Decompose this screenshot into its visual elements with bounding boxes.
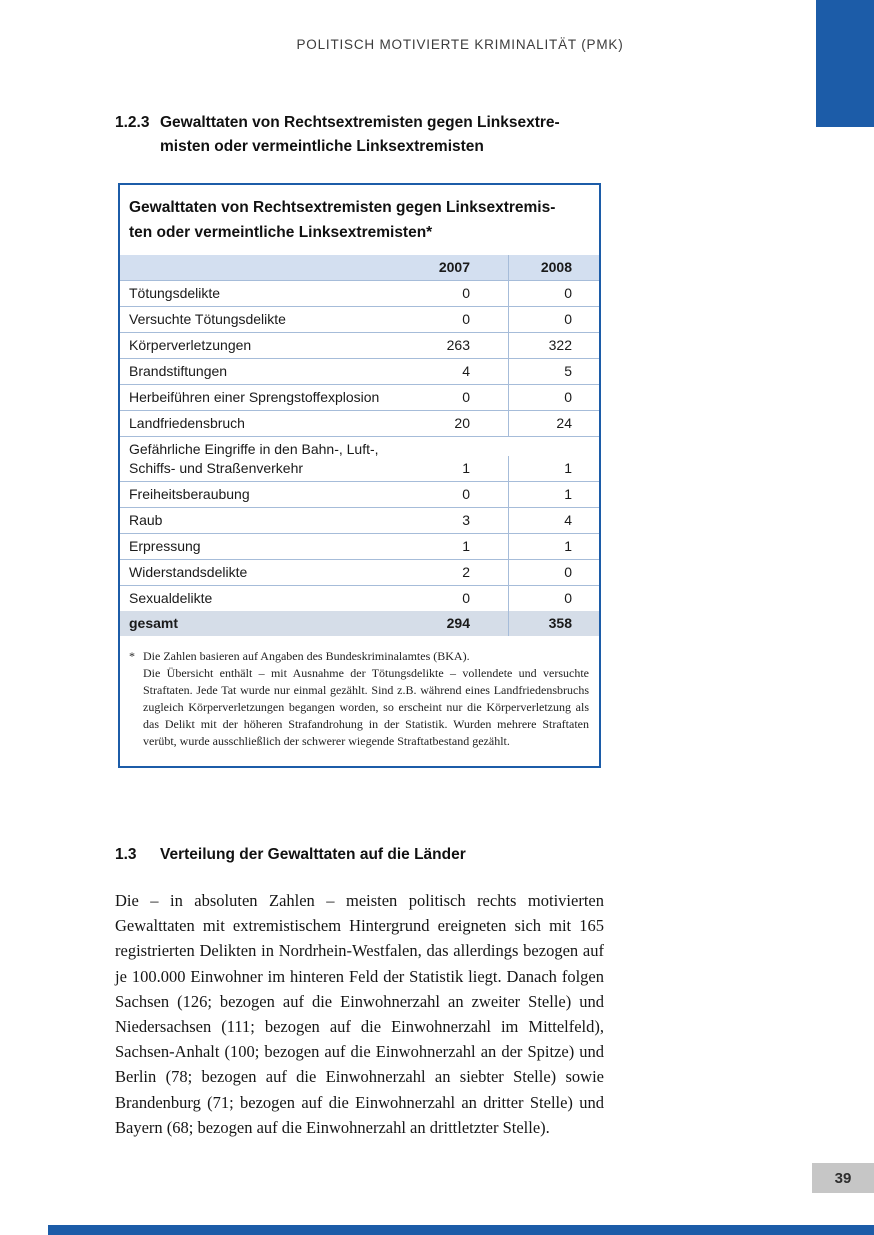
table-row (120, 359, 599, 385)
table-row (120, 560, 599, 586)
page-number: 39 (812, 1163, 874, 1193)
row-value-2007: 0 (462, 389, 470, 405)
row-value-2008: 1 (508, 456, 599, 481)
row-value-2008: 0 (508, 586, 599, 611)
column-header-empty (120, 255, 430, 280)
column-header-2008: 2008 (508, 255, 599, 280)
table-row (120, 482, 599, 508)
total-value-2007: 294 (446, 615, 470, 631)
row-value-2007: 0 (462, 486, 470, 502)
statistics-table (118, 183, 601, 768)
row-value-2007: 1 (462, 538, 470, 554)
table-footnote (129, 648, 589, 766)
row-value-2008: 24 (508, 411, 599, 436)
row-value-2008: 5 (508, 359, 599, 384)
column-header-2007: 2007 (438, 259, 470, 275)
row-value-2008: 1 (508, 534, 599, 559)
section-heading-1-2-3 (115, 111, 605, 159)
row-value-2007: 0 (462, 590, 470, 606)
row-value-2007: 4 (462, 363, 470, 379)
row-value-2008: 0 (508, 307, 599, 332)
table-row (120, 307, 599, 333)
footnote-marker: * (129, 649, 135, 663)
table-row (120, 411, 599, 437)
section-title-line2: misten oder vermeintliche Linksextremisten (160, 138, 484, 155)
table-row (120, 281, 599, 307)
footnote-body: Die Übersicht enthält – mit Ausnahme der Tötungsdelikte – vollendete und versuchte Straftaten. Jede Tat wurde nur einmal gezählt. Sind z.B. während eines Landfriedensbruchs zugleich Körperverletzungen begangen worden, so erscheint nur die Körperverletzung als das Delikt mit der höheren Strafandrohung in der Statistik. Wurden mehrere Straftaten verübt, wurde ausschließlich der schwerer wiegende Straftatbestand gezählt. (143, 666, 589, 748)
table-row (120, 333, 599, 359)
table-header-row (120, 255, 599, 281)
table-title-line2: ten oder vermeintliche Linksextremisten* (129, 224, 433, 241)
row-label: Raub (129, 512, 163, 528)
section-number: 1.2.3 (115, 114, 150, 131)
footer-accent-bar (48, 1225, 874, 1235)
section-title: Verteilung der Gewalttaten auf die Länder (160, 846, 466, 863)
row-label: Gefährliche Eingriffe in den Bahn-, Luft-, Schiffs- und Straßenverkehr (129, 441, 379, 476)
total-value-2008: 358 (508, 611, 599, 636)
corner-accent-block (816, 0, 874, 127)
section-heading-1-3 (115, 843, 605, 867)
row-value-2007: 1 (462, 460, 470, 476)
row-label: Sexualdelikte (129, 590, 213, 606)
row-value-2008: 0 (508, 281, 599, 306)
row-label: Herbeiführen einer Sprengstoffexplosion (129, 389, 380, 405)
body-paragraph: Die – in absoluten Zahlen – meisten politisch rechts motivierten Gewalttaten mit extremistischem Hintergrund ereigneten sich mit 165 registrierten Delikten in Nordrhein-Westfalen, das allerdings bezogen auf je 100.000 Einwohner im hinteren Feld der Statistik liegt. Danach folgen Sachsen (126; bezogen auf die Einwohnerzahl an zweiter Stelle) und Niedersachsen (111; bezogen auf die Einwohnerzahl im Mittelfeld), Sachsen-Anhalt (100; bezogen auf die Einwohnerzahl an der Spitze) und Berlin (78; bezogen auf die Einwohnerzahl an siebter Stelle) sowie Brandenburg (71; bezogen auf die Einwohnerzahl an dritter Stelle) und Bayern (68; bezogen auf die Einwohnerzahl an drittletzter Stelle). (115, 891, 604, 1137)
table-row (120, 586, 599, 611)
table-row (120, 437, 599, 482)
section-title (160, 111, 560, 159)
row-value-2008: 0 (508, 560, 599, 585)
table-row (120, 508, 599, 534)
footnote-line1: Die Zahlen basieren auf Angaben des Bundeskriminalamtes (BKA). (143, 649, 470, 663)
row-label: Tötungsdelikte (129, 285, 221, 301)
row-value-2007: 3 (462, 512, 470, 528)
total-label: gesamt (129, 615, 179, 631)
row-label: Erpressung (129, 538, 201, 554)
table-row (120, 385, 599, 411)
row-value-2008: 1 (508, 482, 599, 507)
row-value-2007: 2 (462, 564, 470, 580)
row-label: Versuchte Tötungsdelikte (129, 311, 286, 327)
table-title-line1: Gewalttaten von Rechtsextremisten gegen Linksextremis- (129, 199, 556, 216)
running-header: POLITISCH MOTIVIERTE KRIMINALITÄT (PMK) (296, 37, 624, 52)
row-value-2007: 0 (462, 311, 470, 327)
table-title (120, 185, 599, 255)
row-value-2008: 322 (508, 333, 599, 358)
row-label: Freiheitsberaubung (129, 486, 250, 502)
row-value-2007: 20 (454, 415, 470, 431)
table-body (120, 281, 599, 611)
row-value-2007: 263 (446, 337, 470, 353)
row-value-2008: 0 (508, 385, 599, 410)
section-title-line1: Gewalttaten von Rechtsextremisten gegen Linksextre- (160, 114, 560, 131)
row-label: Brandstiftungen (129, 363, 228, 379)
row-value-2007: 0 (462, 285, 470, 301)
table-row (120, 534, 599, 560)
footnote-text (143, 648, 589, 750)
row-label: Landfriedensbruch (129, 415, 245, 431)
section-number: 1.3 (115, 846, 137, 863)
row-value-2008: 4 (508, 508, 599, 533)
row-label: Körperverletzungen (129, 337, 252, 353)
row-label: Widerstandsdelikte (129, 564, 248, 580)
table-total-row (120, 611, 599, 636)
